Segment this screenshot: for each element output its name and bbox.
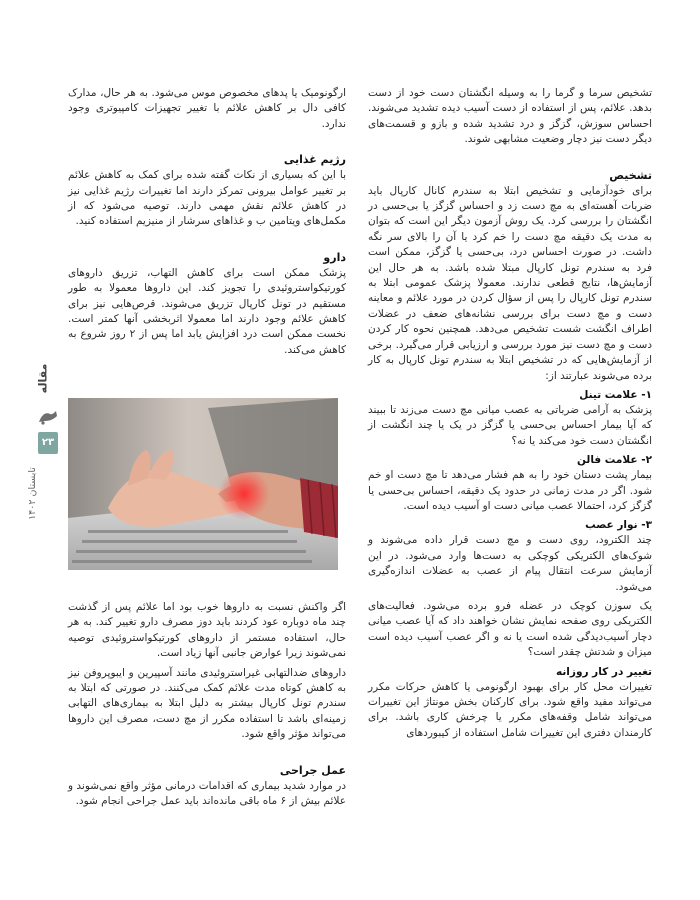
page-number: ۲۳: [38, 432, 58, 454]
wrist-pain-photo: [68, 398, 338, 570]
paragraph: برای خودآزمایی و تشخیص ابتلا به سندرم کانال کارپال باید ضربات آهسته‌ای به مچ دست زد و احساس گزگز یا بی‌حسی در انگشتان را بررسی کرد. یک روش آزمون دیگر این است که بتوان به مدت یک دقیقه مچ دست را خم کرد یا آن را بالای سر نگه داشت. در صورت احساس درد، بی‌حسی یا گزگز، ممکن است فرد به سندرم تونل کارپال مبتلا شده باشد. به هر حال این آزمایش‌ها، نتایج قطعی ندارند. معمولا پزشک عمومی ابتلا به سندرم تونل کارپال را پس از سؤال کردن در مورد علائم و معاینه دست و مچ دست برای بررسی نشانه‌های ضعف در عضلات اطراف انگشت شست تشخیص می‌دهد. همچنین نحوه کار کردن دست و مچ دست نیز مورد بررسی و ارزیابی قرار می‌گیرد. برخی از آزمایش‌هایی که در تشخیص ابتلا به سندرم تونل کارپال به کار برده می‌شوند عبارتند از:: [368, 184, 652, 382]
heading-daily-work: تغییر در کار روزانه: [556, 665, 652, 678]
paragraph: در موارد شدید بیماری که اقدامات درمانی مؤثر واقع نمی‌شوند و علائم بیش از ۶ ماه باقی مانده‌اند باید عمل جراحی انجام شود.: [67, 779, 346, 808]
paragraph: اگر واکنش نسبت به داروها خوب بود اما علائم پس از گذشت چند ماه دوباره عود کردند باید دوز مصرف دارو تغییر کند. به هر حال، استفاده مستمر از داروهای کورتیکواستروئیدی توصیه نمی‌شوند زیرا عوارض جانبی آنها زیاد است.: [68, 601, 346, 660]
paragraph: داروهای ضدالتهابی غیراستروئیدی مانند آسپیرین و ایبوپروفن نیز به کاهش کوتاه مدت علائم کمک می‌کنند. در صورتی که ابتلا به سندرم تونل کارپال بیشتر به دلیل ابتلا به بیماری‌های التهابی زمینه‌ای باشد تا استفاده مکرر از مچ دست، مصرف این داروها می‌تواند مؤثر واقع شود.: [68, 666, 346, 741]
heading-tinel-sign: ۱- علامت تینل: [579, 388, 652, 401]
heading-surgery: عمل جراحی: [279, 763, 346, 777]
heading-diagnosis: تشخیص: [609, 168, 652, 182]
article-column-right: [368, 86, 652, 745]
issue-date: تابستان ۱۴۰۲: [26, 467, 38, 520]
paragraph: ارگونومیک یا پدهای مخصوص موس می‌شود. به هر حال، مدارک کافی دال بر کاهش علائم با تغییر تجهیزات کامپیوتری وجود ندارد.: [68, 87, 346, 130]
wrist-pain-illustration: [68, 398, 338, 570]
heading-diet: رژیم غذایی: [283, 153, 346, 167]
article-column-left-top: [68, 86, 346, 362]
heading-nerve-test: ۳- نوار عصب: [585, 519, 652, 532]
paragraph: یک سوزن کوچک در عضله فرو برده می‌شود. فعالیت‌های الکتریکی روی صفحه نمایش نشان خواهند داد که آیا عصب میانی دچار آسیب‌دیدگی شده است یا نه و اگر عصب آسیب دیده است میزان و شدتش چقدر است؟: [368, 599, 652, 659]
paragraph: تغییرات محل کار برای بهبود ارگونومی یا کاهش حرکات مکرر می‌تواند مفید واقع شود. برای کارکنان بخش مونتاژ این تغییرات می‌تواند شامل وقفه‌های مکرر یا چرخش کاری باشد. برای کارمندان دفتری این تغییرات شامل استفاده از کیبوردهای: [368, 680, 652, 739]
paragraph: پزشک ممکن است برای کاهش التهاب، تزریق داروهای کورتیکواستروئیدی را تجویز کند. این داروها معمولا به طور مستقیم در تونل کارپال تزریق می‌شوند. قرص‌هایی نیز برای کاهش علائم وجود دارند اما معمولا اثربخشی آنها کمتر است. نخست ممکن است درد افزایش یابد اما پس از ۲ روز شروع به کاهش می‌کند.: [68, 266, 346, 356]
paragraph: با این که بسیاری از نکات گفته شده برای کمک به کاهش علائم بر تغییر عوامل بیرونی تمرکز دارند اما تغییرات رژیم غذایی نیز در کاهش علائم نقش مهمی دارند. توصیه می‌شود که از مکمل‌های ویتامین ب و غذاهای سرشار از منیزیم استفاده کنید.: [68, 169, 346, 228]
paragraph: پزشک به آرامی ضرباتی به عصب میانی مچ دست می‌زند تا ببیند که آیا بیمار احساس بی‌حسی یا گزگز در یک یا چند انگشت از انگشتان دست خود می‌کند یا نه؟: [368, 403, 652, 447]
heading-medication: دارو: [323, 250, 346, 264]
article-column-left-bottom: [68, 600, 346, 813]
paragraph: بیمار پشت دستان خود را به هم فشار می‌دهد تا مچ دست او خم شود. اگر در مدت زمانی در حدود یک دقیقه، احساس بی‌حسی یا گزگز کرد، احتمالا عصب میانی دست او آسیب دیده است.: [368, 469, 652, 512]
paragraph: چند الکترود، روی دست و مچ دست قرار داده می‌شوند و شوک‌های الکتریکی کوچکی به دست‌ها وارد می‌شود. در این آزمایش سرعت انتقال پیام از عصب به عضلات اندازه‌گیری می‌شود.: [368, 534, 652, 593]
magazine-logo-icon: [37, 408, 59, 426]
paragraph: تشخیص سرما و گرما را به وسیله انگشتان دست خود از دست بدهد. علائم، پس از استفاده از دست آسیب دیده تشدید می‌شوند. احساس سوزش، گزگز و درد تشدید شده و بازو و قسمت‌های دیگر دست نیز دچار وضعیت مشابهی شوند.: [368, 87, 652, 146]
section-label: مقاله: [36, 363, 50, 394]
heading-phalen-sign: ۲- علامت فالن: [576, 454, 652, 467]
